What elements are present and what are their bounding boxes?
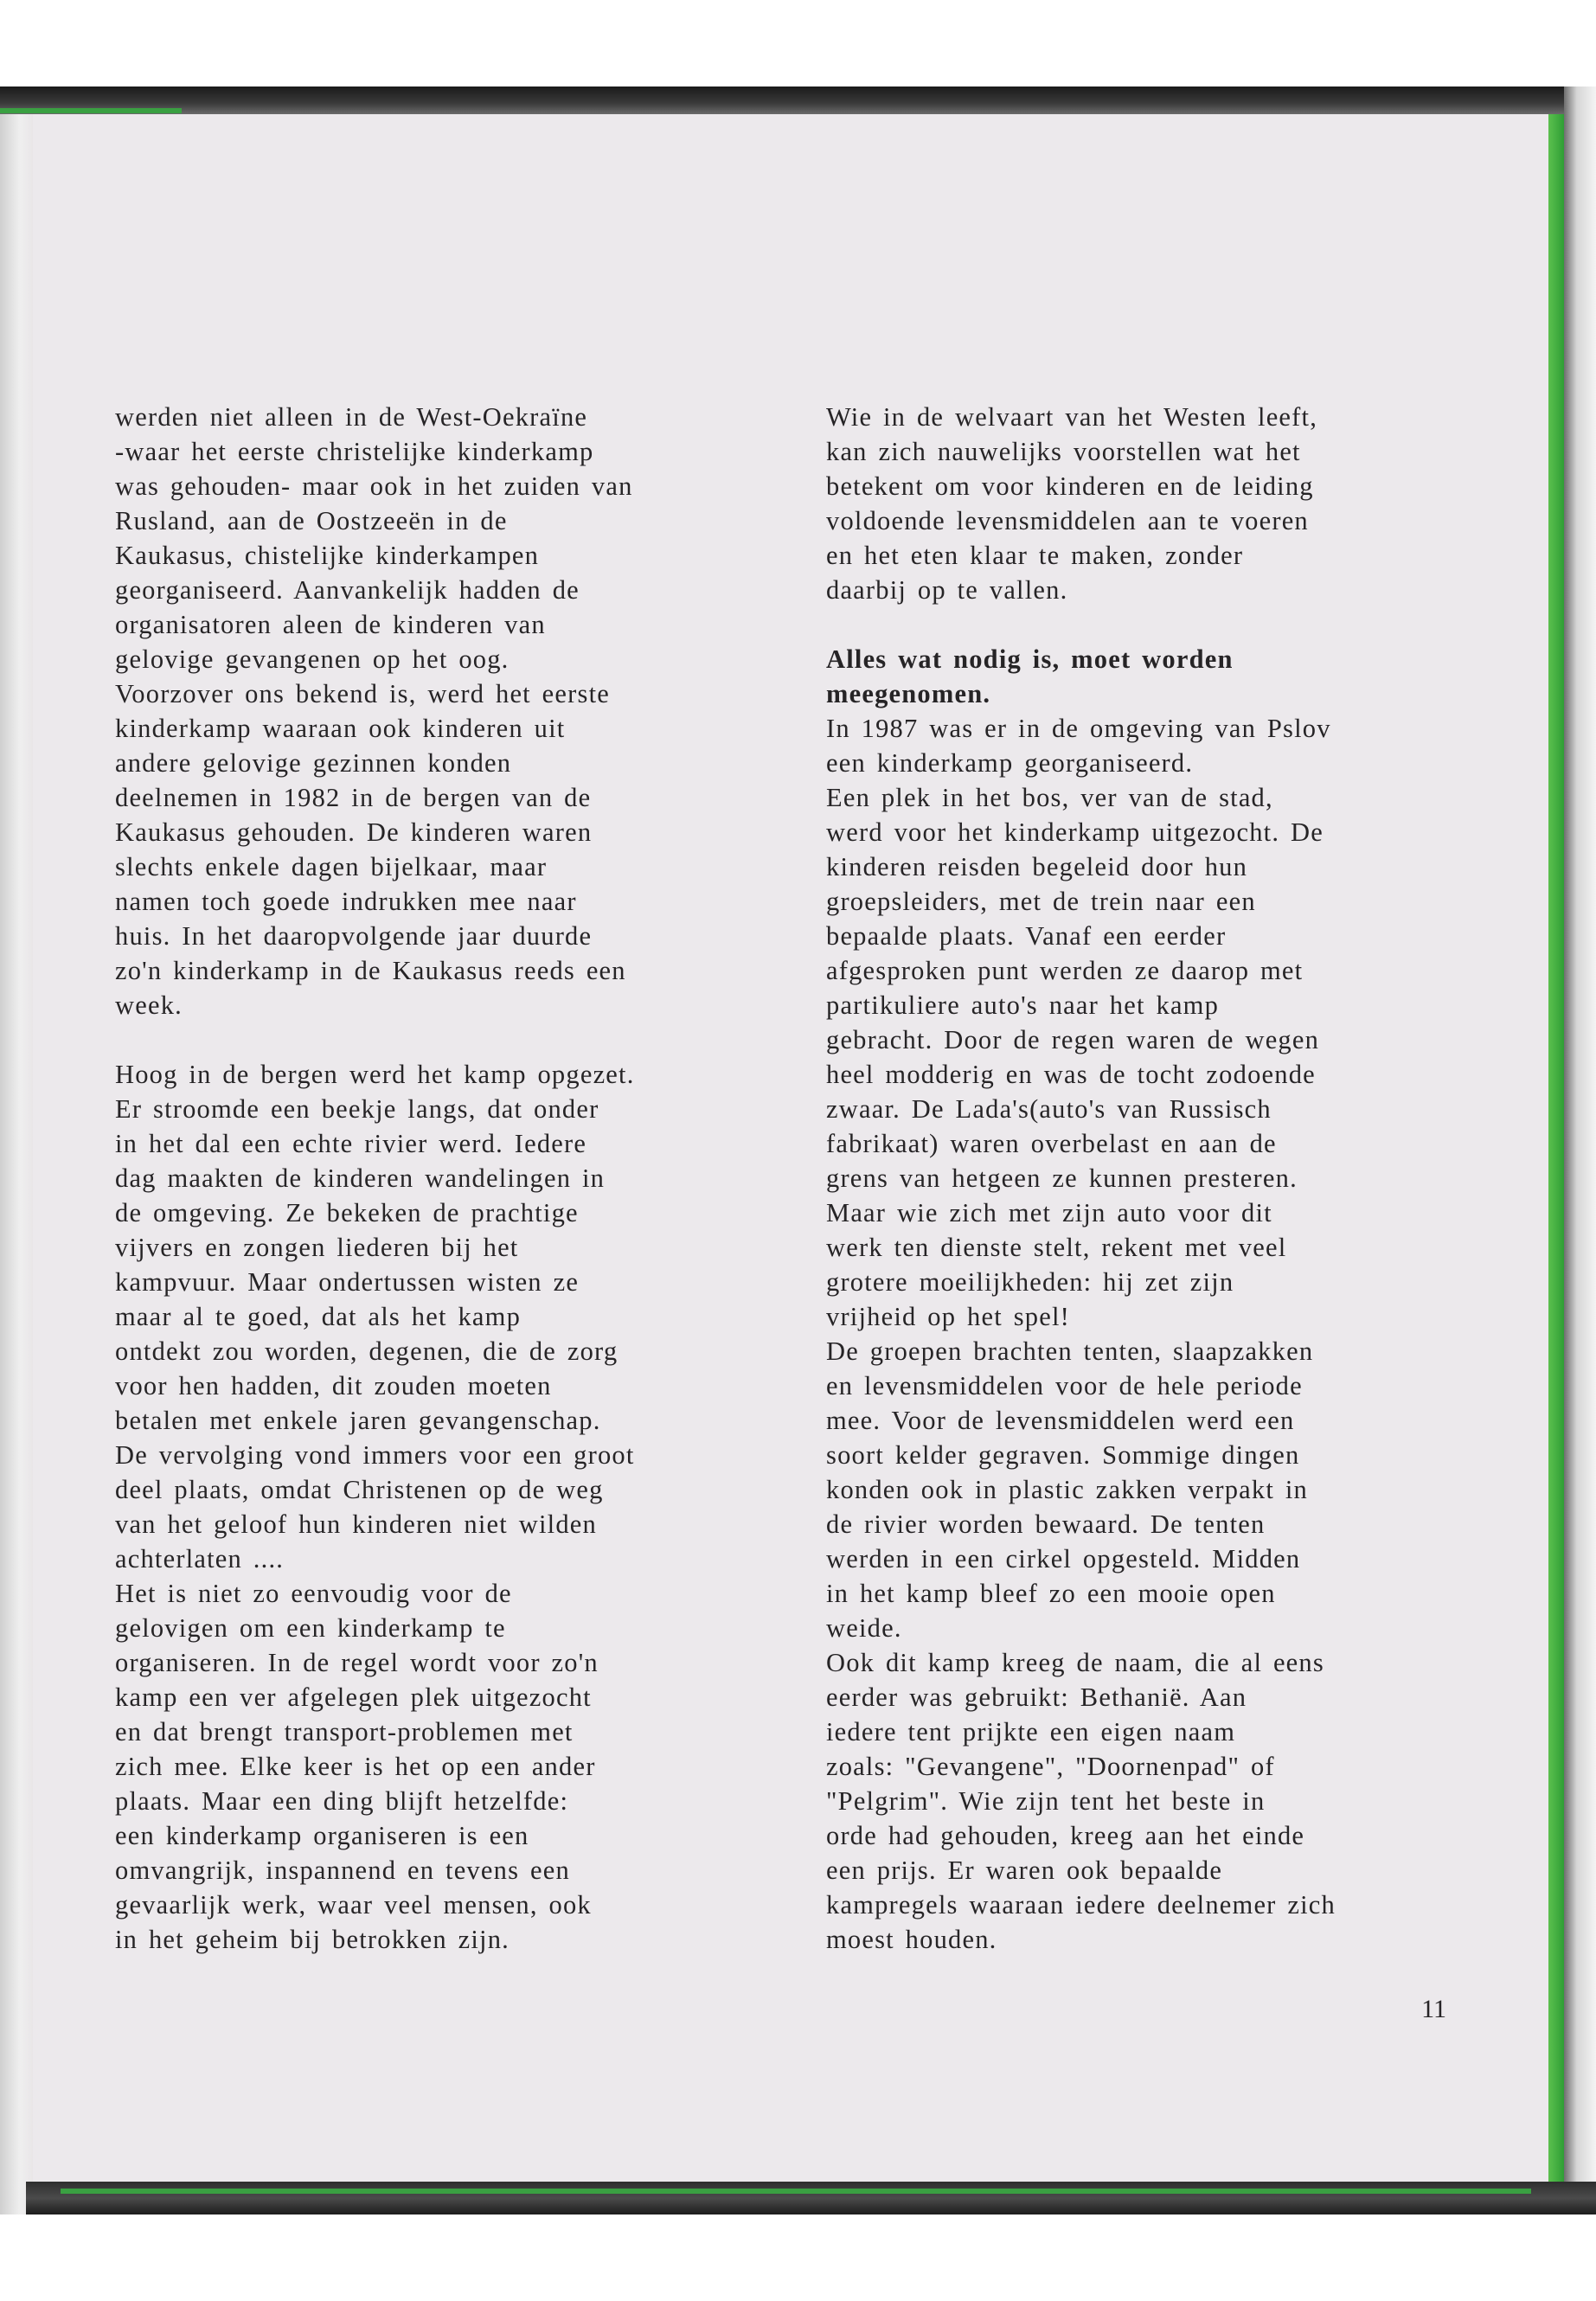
left-page-edge <box>0 87 33 2214</box>
left-paragraph-1: werden niet alleen in de West-Oekraïne -waar het eerste christelijke kinderkamp was gehouden- maar ook in het zuiden van Rusland, aan de Oostzeeën in de Kaukasus, chistelijke kinderkampen georganiseerd. Aanvankelijk hadden de organisatoren aleen de kinderen van gelovige gevangenen op het oog. Voorzover ons bekend is, werd het eerste kinderkamp waaraan ook kinderen uit andere gelovige gezinnen konden deelnemen in 1982 in de bergen van de Kaukasus gehouden. De kinderen waren slechts enkele dagen bijelkaar, maar namen toch goede indrukken mee naar huis. In het daaropvolgende jaar duurde zo'n kinderkamp in de Kaukasus reeds een week. <box>115 402 633 1020</box>
section-heading: Alles wat nodig is, moet worden meegenomen. <box>826 644 1234 708</box>
right-body-text: In 1987 was er in de omgeving van Pslov een kinderkamp georganiseerd. Een plek in het bos, ver van de stad, werd voor het kinderkamp uitgezocht. De kinderen reisden begeleid door hun groepsleiders, met de trein naar een bepaalde plaats. Vanaf een eerder afgesproken punt werden ze daarop met partikuliere auto's naar het kamp gebracht. Door de regen waren de wegen heel modderig en was de tocht zodoende zwaar. De Lada's(auto's van Russisch fabrikaat) waren overbelast en aan de grens van hetgeen ze kunnen presteren. Maar wie zich met zijn auto voor dit werk ten dienste stelt, rekent met veel grotere moeilijkheden: hij zet zijn vrijheid op het spel! De groepen brachten tenten, slaapzakken en levensmiddelen voor de hele periode mee. Voor de levensmiddelen werd een soort kelder gegraven. Sommige dingen konden ook in plastic zakken verpakt in de rivier worden bewaard. De tenten werden in een cirkel opgesteld. Midden in het kamp bleef zo een mooie open weide. Ook dit kamp kreeg de naam, die al eens eerder was gebruikt: Bethanië. Aan iedere tent prijkte een eigen naam zoals: "Gevangene", "Doornenpad" of "Pelgrim". Wie zijn tent het beste in orde had gehouden, kreeg aan het einde een prijs. Er waren ook bepaalde kampregels waaraan iedere deelnemer zich moest houden. <box>826 714 1336 1954</box>
page-number: 11 <box>1421 1995 1446 2023</box>
left-text-column <box>115 400 781 1957</box>
left-paragraph-2: Hoog in de bergen werd het kamp opgezet. Er stroomde een beekje langs, dat onder in het dal een echte rivier werd. Iedere dag maakten de kinderen wandelingen in de omgeving. Ze bekeken de prachtige vijvers en zongen liederen bij het kampvuur. Maar ondertussen wisten ze maar al te goed, dat als het kamp ontdekt zou worden, degenen, die de zorg voor hen hadden, dit zouden moeten betalen met enkele jaren gevangenschap. De vervolging vond immers voor een groot deel plaats, omdat Christenen op de weg van het geloof hun kinderen niet wilden achterlaten .... Het is niet zo eenvoudig voor de gelovigen om een kinderkamp te organiseren. In de regel wordt voor zo'n kamp een ver afgelegen plek uitgezocht en dat brengt transport-problemen met zich mee. Elke keer is het op een ander plaats. Maar een ding blijft hetzelfde: een kinderkamp organiseren is een omvangrijk, inspannend en tevens een gevaarlijk werk, waar veel mensen, ook in het geheim bij betrokken zijn. <box>115 1060 635 1954</box>
top-green-accent <box>0 108 182 113</box>
right-page-edge <box>1564 87 1596 2214</box>
right-green-edge <box>1548 114 1564 2182</box>
paragraph-gap <box>826 607 1462 642</box>
top-binding-edge <box>0 87 1596 114</box>
bottom-green-accent <box>61 2189 1531 2194</box>
bottom-binding-edge <box>26 2182 1596 2214</box>
right-text-column <box>826 400 1462 1957</box>
right-intro-paragraph: Wie in de welvaart van het Westen leeft, kan zich nauwelijks voorstellen wat het betekent om voor kinderen en de leiding voldoende levensmiddelen aan te voeren en het eten klaar te maken, zonder daarbij op te vallen. <box>826 402 1318 605</box>
paragraph-gap <box>115 1022 781 1057</box>
